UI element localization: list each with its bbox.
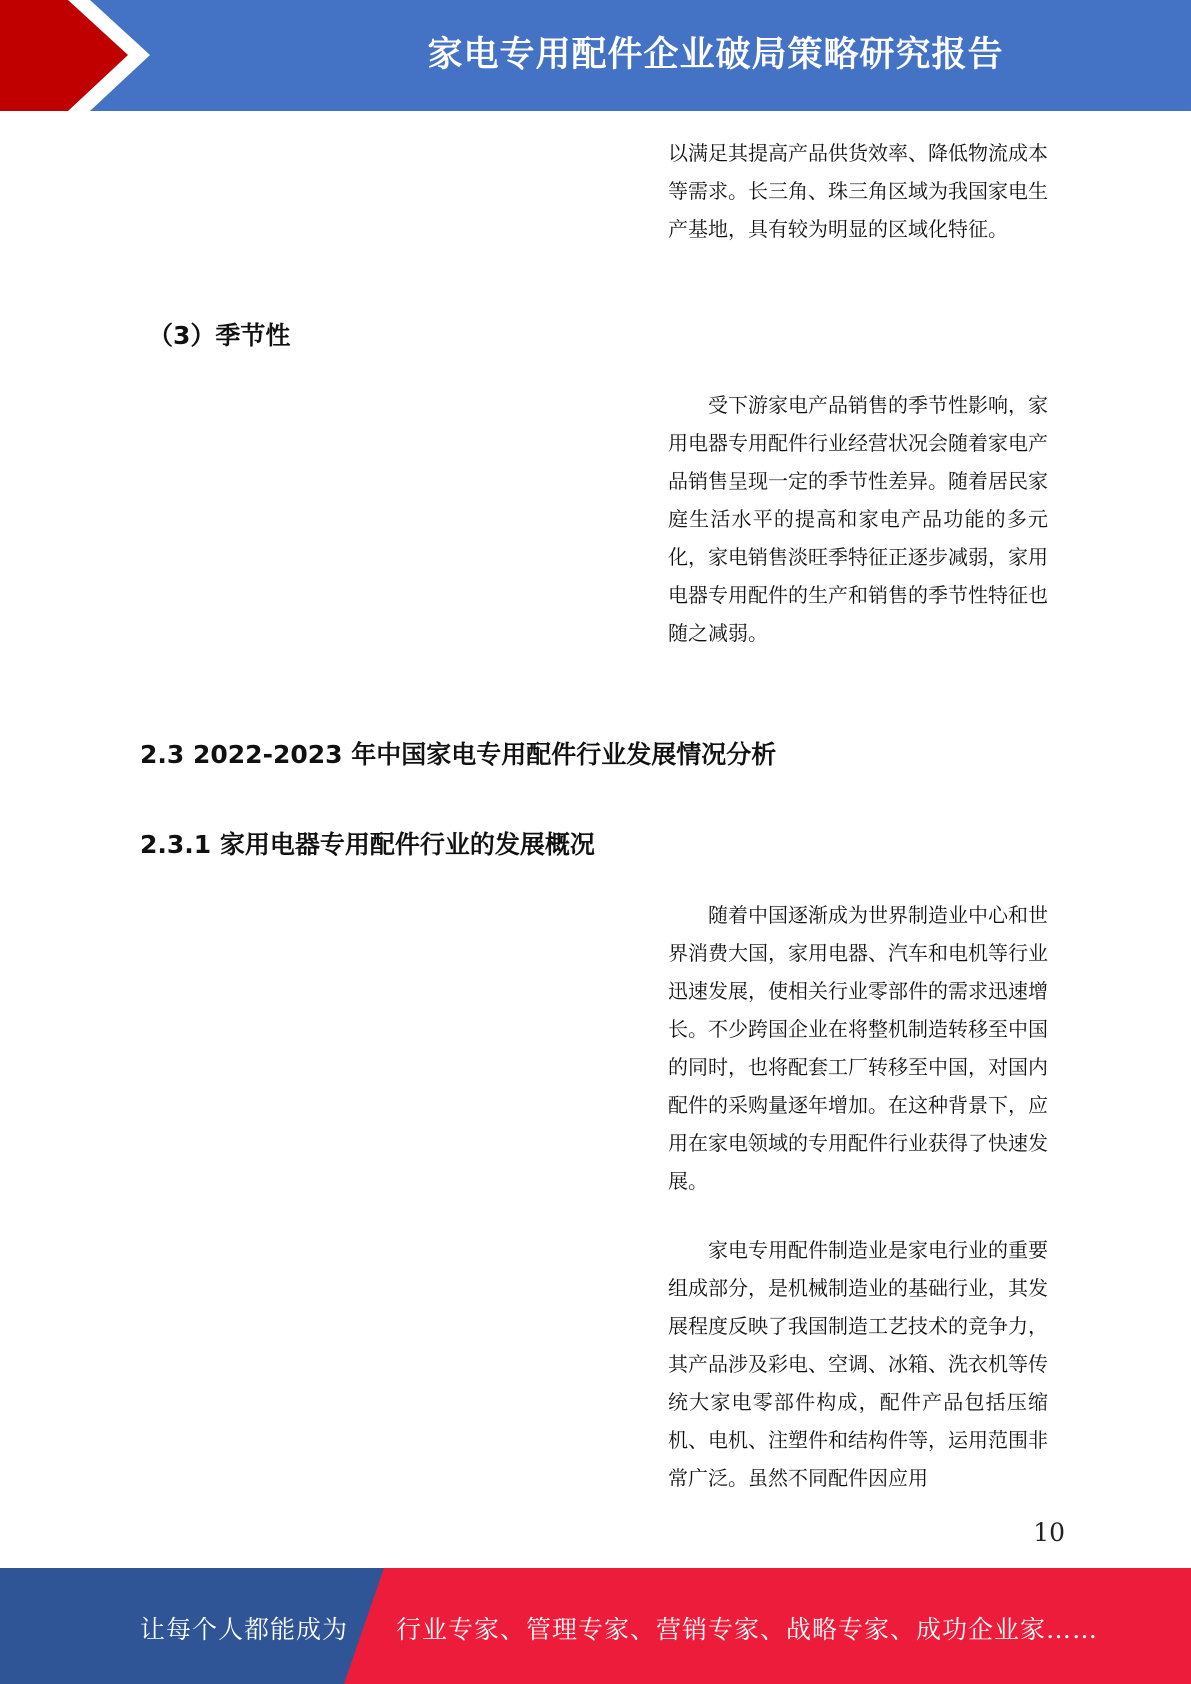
paragraph-overview-2: 家电专用配件制造业是家电行业的重要组成部分，是机械制造业的基础行业，其发展程度反映了我国制造工艺技术的竞争力，其产品涉及彩电、空调、冰箱、洗衣机等传统大家电零部件构成，配件产品包括压缩机、电机、注塑件和结构件等，运用范围非常广泛。虽然不同配件因应用 — [668, 1238, 1048, 1490]
paragraph-overview-1: 随着中国逐渐成为世界制造业中心和世界消费大国，家用电器、汽车和电机等行业迅速发展，使相关行业零部件的需求迅速增长。不少跨国企业在将整机制造转移至中国的同时，也将配套工厂转移至中国，对国内配件的采购量逐年增加。在这种背景下，应用在家电领域的专用配件行业获得了快速发展。 — [668, 903, 1048, 1193]
report-title: 家电专用配件企业破局策略研究报告 — [427, 35, 1004, 75]
header-arrow-decoration — [0, 0, 160, 111]
page-footer — [0, 1568, 1191, 1684]
paragraph-region-end: 以满足其提高产品供货效率、降低物流成本等需求。长三角、珠三角区域为我国家电生产基地，具有较为明显的区域化特征。 — [668, 141, 1048, 241]
footer-slogan-left: 让每个人都能成为 — [140, 1615, 349, 1644]
page-header — [0, 0, 1191, 111]
page-number: 10 — [1033, 1518, 1065, 1547]
heading-seasonality: （3）季节性 — [148, 321, 291, 350]
paragraph-seasonality: 受下游家电产品销售的季节性影响，家用电器专用配件行业经营状况会随着家电产品销售呈现一定的季节性差异。随着居民家庭生活水平的提高和家电产品功能的多元化，家电销售淡旺季特征正逐步减弱，家用电器专用配件的生产和销售的季节性特征也随之减弱。 — [668, 393, 1048, 645]
heading-section-2-3-1: 2.3.1 家用电器专用配件行业的发展概况 — [140, 830, 595, 859]
heading-section-2-3: 2.3 2022-2023 年中国家电专用配件行业发展情况分析 — [140, 740, 777, 769]
footer-slogan-right: 行业专家、管理专家、营销专家、战略专家、成功企业家…… — [396, 1615, 1099, 1644]
